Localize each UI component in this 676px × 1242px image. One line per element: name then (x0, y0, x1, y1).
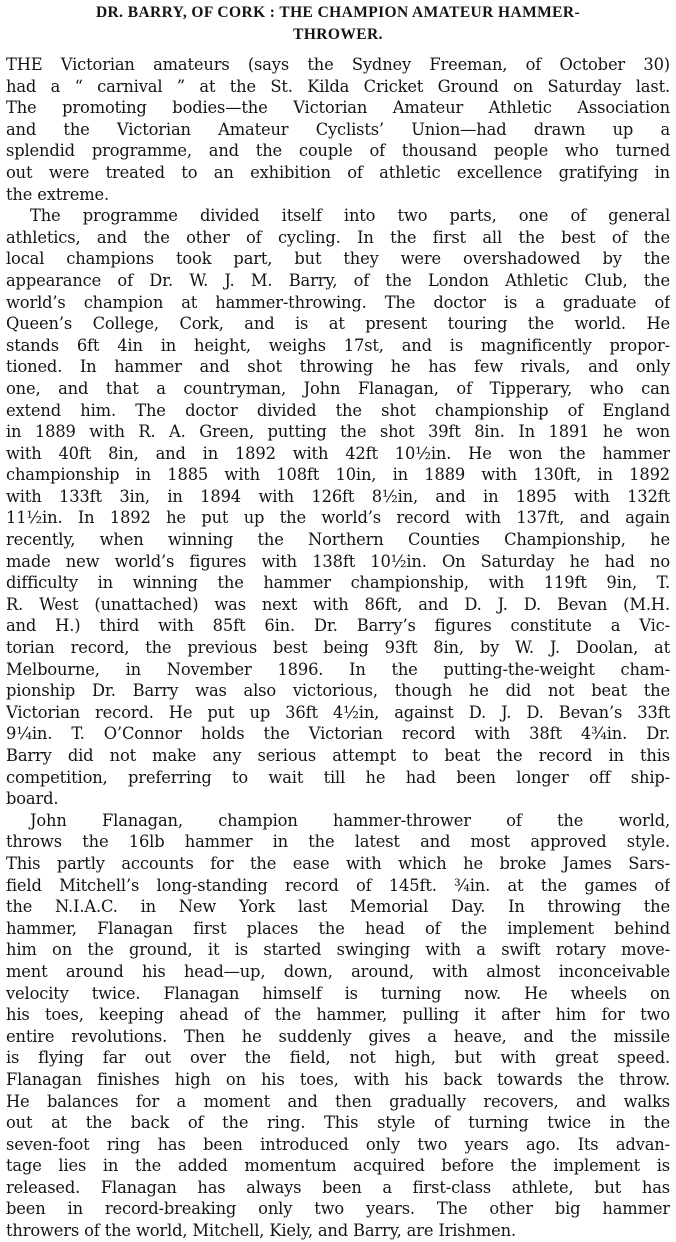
text-line: board. (6, 789, 59, 809)
text-line: his toes, keeping ahead of the hammer, pulling it after him for two (6, 1005, 670, 1025)
text-line: Melbourne, in November 1896. In the putting-the-weight cham- (6, 659, 670, 679)
text-line: one, and that a countryman, John Flanagan, of Tipperary, who can (6, 378, 670, 398)
paragraph-3 (6, 810, 670, 1242)
text-line: tioned. In hammer and shot throwing he has few rivals, and only (6, 357, 670, 377)
paragraph-1 (6, 54, 670, 205)
text-line: made new world’s figures with 138ft 10½in. On Saturday he had no (6, 551, 670, 571)
text-line: John Flanagan, champion hammer-thrower of the world, (30, 810, 670, 830)
text-line: had a “ carnival ” at the St. Kilda Cricket Ground on Saturday last. (6, 76, 670, 96)
text-line: The programme divided itself into two parts, one of general (30, 206, 670, 226)
headline-line-1: DR. BARRY, OF CORK : THE CHAMPION AMATEUR HAMMER- (95, 4, 581, 21)
text-line: Victorian record. He put up 36ft 4½in, against D. J. D. Bevan’s 33ft (6, 702, 670, 722)
text-line: out at the back of the ring. This style of turning twice in the (6, 1113, 670, 1133)
text-line: entire revolutions. Then he suddenly gives a heave, and the missile (6, 1026, 670, 1046)
text-line: The promoting bodies—the Victorian Amateur Athletic Association (6, 98, 670, 118)
text-line: Flanagan finishes high on his toes, with his back towards the throw. (6, 1069, 670, 1089)
text-line: throws the 16lb hammer in the latest and most approved style. (6, 832, 670, 852)
text-line: the extreme. (6, 184, 110, 204)
text-line: been in record-breaking only two years. The other big hammer (6, 1199, 670, 1219)
text-line: recently, when winning the Northern Counties Championship, he (6, 530, 670, 550)
text-line: seven-foot ring has been introduced only two years ago. Its advan- (6, 1134, 670, 1154)
headline-line-2: THROWER. (293, 26, 383, 43)
text-line: R. West (unattached) was next with 86ft, and D. J. D. Bevan (M.H. (6, 594, 670, 614)
text-line: world’s champion at hammer-throwing. The doctor is a graduate of (6, 292, 670, 312)
text-line: 11½in. In 1892 he put up the world’s record with 137ft, and again (6, 508, 670, 528)
text-line: and H.) third with 85ft 6in. Dr. Barry’s figures constitute a Vic- (6, 616, 670, 636)
text-line: ment around his head—up, down, around, with almost inconceivable (6, 961, 670, 981)
text-line: is flying far out over the field, not high, but with great speed. (6, 1048, 670, 1068)
text-line: hammer, Flanagan first places the head of the implement behind (6, 918, 670, 938)
text-line: torian record, the previous best being 93ft 8in, by W. J. Doolan, at (6, 638, 670, 658)
text-line: Queen’s College, Cork, and is at present touring the world. He (6, 314, 670, 334)
text-line: stands 6ft 4in in height, weighs 17st, and is magnificently propor- (6, 335, 670, 355)
text-line: 9¼in. T. O’Connor holds the Victorian record with 38ft 4¾in. Dr. (6, 724, 670, 744)
text-line: championship in 1885 with 108ft 10in, in 1889 with 130ft, in 1892 (6, 465, 670, 485)
text-line: splendid programme, and the couple of thousand people who turned (6, 141, 670, 161)
text-line: Barry did not make any serious attempt to beat the record in this (6, 746, 670, 765)
text-line: pionship Dr. Barry was also victorious, though he did not beat the (6, 681, 670, 701)
text-line: the N.I.A.C. in New York last Memorial Day. In throwing the (6, 897, 670, 917)
text-line: released. Flanagan has always been a first-class athlete, but has (6, 1177, 670, 1197)
text-line: competition, preferring to wait till he had been longer off ship- (6, 767, 670, 787)
text-line: him on the ground, it is started swinging with a swift rotary move- (6, 940, 670, 960)
text-line: and the Victorian Amateur Cyclists’ Union—had drawn up a (6, 119, 670, 139)
text-line: THE Victorian amateurs (says the Sydney Freeman, of October 30) (6, 55, 670, 74)
text-line: field Mitchell’s long-standing record of 145ft. ¾in. at the games of (6, 875, 670, 895)
paragraph-2 (6, 205, 670, 810)
text-line: throwers of the world, Mitchell, Kiely, and Barry, are Irishmen. (6, 1221, 516, 1241)
text-line: velocity twice. Flanagan himself is turning now. He wheels on (6, 983, 670, 1003)
text-line: local champions took part, but they were overshadowed by the (6, 249, 670, 269)
text-line: extend him. The doctor divided the shot championship of England (6, 400, 670, 420)
text-line: out were treated to an exhibition of athletic excellence gratifying in (6, 162, 670, 182)
text-line: athletics, and the other of cycling. In the first all the best of the (6, 227, 670, 247)
text-line: with 133ft 3in, in 1894 with 126ft 8½in, and in 1895 with 132ft (6, 486, 670, 506)
text-line: appearance of Dr. W. J. M. Barry, of the London Athletic Club, the (6, 270, 670, 290)
text-line: difficulty in winning the hammer championship, with 119ft 9in, T. (6, 573, 670, 593)
text-line: He balances for a moment and then gradually recovers, and walks (6, 1091, 670, 1111)
text-line: in 1889 with R. A. Green, putting the shot 39ft 8in. In 1891 he won (6, 422, 670, 442)
text-line: with 40ft 8in, and in 1892 with 42ft 10½in. He won the hammer (6, 443, 670, 463)
text-line: tage lies in the added momentum acquired before the implement is (6, 1156, 670, 1176)
text-line: This partly accounts for the ease with which he broke James Sars- (6, 853, 670, 873)
article-headline (6, 2, 670, 46)
